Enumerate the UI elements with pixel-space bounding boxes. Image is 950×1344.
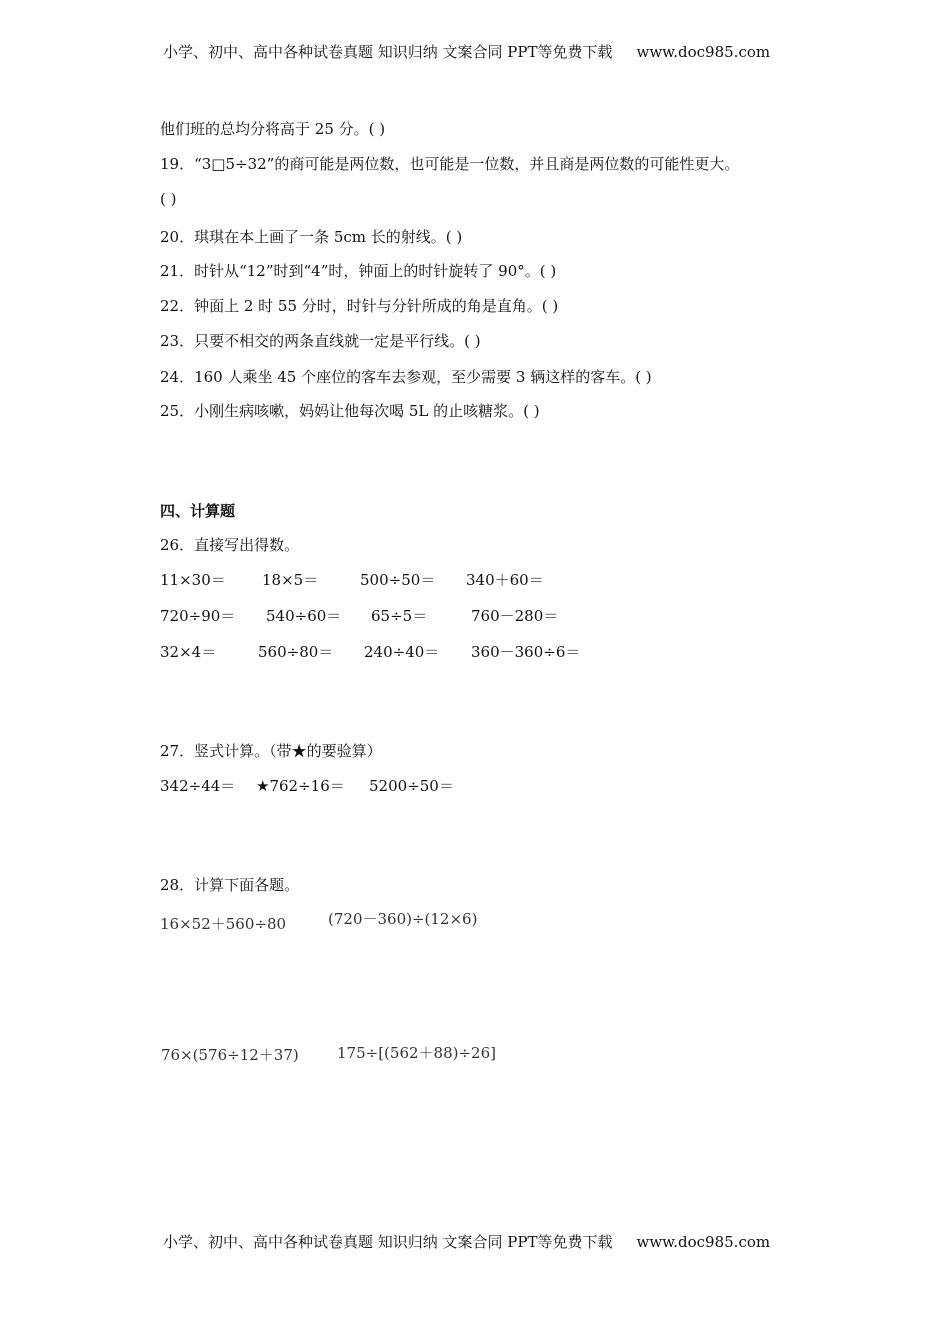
expression-2: (720－360)÷(12×6) — [328, 910, 478, 928]
expression-4: 175÷[(562＋88)÷26] — [337, 1044, 496, 1062]
question-20: 20．琪琪在本上画了一条 5cm 长的射线。( ) — [160, 228, 463, 246]
oral-calc-item: 560÷80＝ — [258, 643, 334, 661]
footer-text: 小学、初中、高中各种试卷真题 知识归纳 文案合同 PPT等免费下载 — [163, 1233, 613, 1251]
question-28-title: 28．计算下面各题。 — [160, 876, 300, 894]
question-26-title: 26．直接写出得数。 — [160, 536, 300, 554]
question-19-answer-bracket: ( ) — [160, 190, 177, 208]
oral-calc-item: 340＋60＝ — [466, 571, 544, 589]
oral-calc-item: 18×5＝ — [262, 571, 319, 589]
oral-calc-item: 540÷60＝ — [266, 607, 342, 625]
question-18-continuation: 他们班的总均分将高于 25 分。( ) — [160, 120, 386, 138]
oral-calc-item: 360－360÷6＝ — [471, 643, 581, 661]
question-19: 19．“3□5÷32”的商可能是两位数，也可能是一位数，并且商是两位数的可能性更大。 — [160, 155, 740, 173]
oral-calc-item: 760－280＝ — [471, 607, 559, 625]
footer-site: www.doc985.com — [636, 1233, 771, 1251]
expression-1: 16×52＋560÷80 — [160, 915, 287, 933]
oral-calc-item: 500÷50＝ — [360, 571, 436, 589]
question-21: 21．时针从“12”时到“4”时，钟面上的时针旋转了 90°。( ) — [160, 262, 557, 280]
question-23: 23．只要不相交的两条直线就一定是平行线。( ) — [160, 332, 481, 350]
section-title: 四、计算题 — [160, 502, 236, 520]
question-27-title: 27．竖式计算。（带★的要验算） — [160, 742, 382, 760]
oral-calc-item: 240÷40＝ — [364, 643, 440, 661]
oral-calc-item: 11×30＝ — [160, 571, 226, 589]
question-25: 25．小刚生病咳嗽，妈妈让他每次喝 5L 的止咳糖浆。( ) — [160, 402, 540, 420]
oral-calc-item: 65÷5＝ — [371, 607, 428, 625]
vertical-calc-item: 5200÷50＝ — [369, 777, 454, 795]
header-site: www.doc985.com — [636, 43, 771, 61]
page-footer — [163, 1231, 770, 1252]
oral-calc-item: 32×4＝ — [160, 643, 217, 661]
header-text: 小学、初中、高中各种试卷真题 知识归纳 文案合同 PPT等免费下载 — [163, 43, 613, 61]
question-22: 22．钟面上 2 时 55 分时，时针与分针所成的角是直角。( ) — [160, 297, 559, 315]
vertical-calc-item-star: ★762÷16＝ — [256, 777, 345, 795]
expression-3: 76×(576÷12＋37) — [161, 1046, 299, 1064]
question-24: 24．160 人乘坐 45 个座位的客车去参观，至少需要 3 辆这样的客车。( ) — [160, 368, 652, 386]
vertical-calc-item: 342÷44＝ — [160, 777, 236, 795]
page-header — [163, 41, 770, 62]
oral-calc-item: 720÷90＝ — [160, 607, 236, 625]
